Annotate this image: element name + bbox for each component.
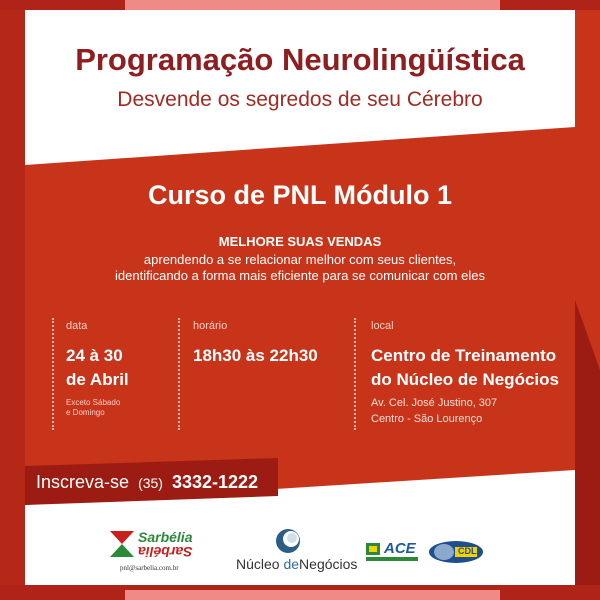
address-line-1: Av. Cel. José Justino, 307 <box>371 397 498 409</box>
date-note-line-1: Exceto Sábado <box>66 398 121 407</box>
sarbelia-name: Sarbélia <box>138 529 193 545</box>
nucleo-name <box>236 556 357 572</box>
course-title: Curso de PNL Módulo 1 <box>147 180 452 210</box>
nucleo-name-middle: de <box>283 556 300 572</box>
location-address <box>371 395 497 427</box>
description-line-2: identificando a forma mais eficiente para se comunicar com eles <box>115 268 485 283</box>
nucleo-name-prefix: Núcleo <box>236 556 284 572</box>
location-label: local <box>371 320 394 332</box>
course-tagline: MELHORE SUAS VENDAS <box>218 234 382 249</box>
location-value <box>371 344 559 392</box>
time-value: 18h30 às 22h30 <box>193 346 318 365</box>
ace-logo <box>364 538 420 564</box>
date-value <box>66 344 129 392</box>
date-note-line-2: e Domingo <box>66 408 105 417</box>
course-description <box>0 252 600 284</box>
signup-band[interactable] <box>36 472 281 508</box>
page-subtitle: Desvende os segredos de seu Cérebro <box>117 88 483 111</box>
description-line-1: aprendendo a se relacionar melhor com seus clientes, <box>143 252 457 267</box>
nucleo-globe-icon <box>275 528 301 554</box>
address-line-2: Centro - São Lourenço <box>371 413 483 425</box>
location-value-line-2: do Núcleo de Negócios <box>371 370 559 389</box>
page-title: Programação Neurolingüística <box>75 42 525 77</box>
sarbelia-mark-icon <box>108 527 138 563</box>
date-value-line-2: de Abril <box>66 370 129 389</box>
ace-name: ACE <box>384 540 416 557</box>
date-label: data <box>66 320 88 332</box>
date-note <box>66 398 120 418</box>
divider-date <box>52 318 54 430</box>
location-value-line-1: Centro de Treinamento <box>371 346 557 365</box>
signup-label: Inscreva-se <box>36 472 130 492</box>
sarbelia-name-mirrored: Sarbélia <box>138 544 193 560</box>
cdl-name: CDL <box>458 546 477 556</box>
nucleo-logo <box>236 528 358 576</box>
date-value-line-1: 24 à 30 <box>66 346 123 365</box>
cdl-logo <box>428 540 484 564</box>
time-label: horário <box>193 320 228 332</box>
signup-phone[interactable]: 3332-1222 <box>171 472 259 492</box>
divider-time <box>178 318 180 430</box>
sarbelia-email: pnl@sarbelia.com.br <box>120 564 179 572</box>
signup-area-code: (35) <box>138 475 163 491</box>
sarbelia-logo <box>108 527 208 575</box>
divider-location <box>354 318 356 430</box>
nucleo-name-suffix: Negócios <box>299 556 358 572</box>
